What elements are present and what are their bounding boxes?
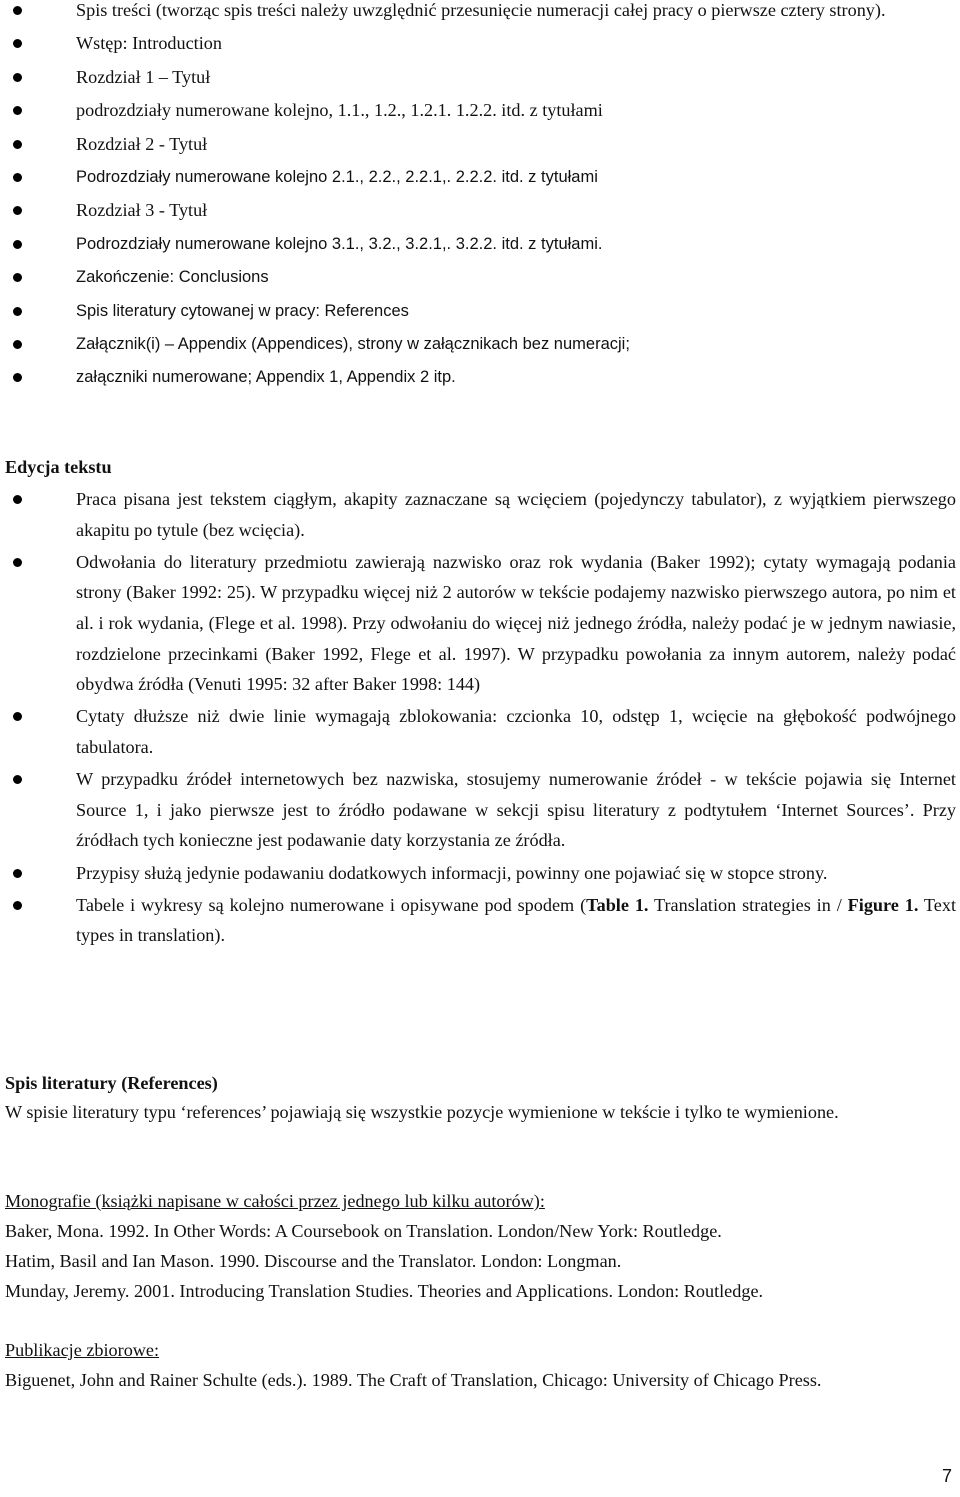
item-text: Translation strategies in / (648, 894, 848, 915)
reference-entry: Hatim, Basil and Ian Mason. 1990. Discourse and the Translator. London: Longman. (5, 1251, 622, 1271)
list-item: Rozdział 2 - Tytuł (0, 128, 960, 161)
references-intro: W spisie literatury typu ‘references’ pojawiają się wszystkie pozycje wymienione w tekście i tylko te wymienione. (5, 1102, 839, 1122)
page-number: 7 (941, 1466, 952, 1486)
reference-entry: Munday, Jeremy. 2001. Introducing Translation Studies. Theories and Applications. London: Routledge. (5, 1281, 764, 1301)
list-item: Podrozdziały numerowane kolejno 2.1., 2.2., 2.2.1,. 2.2.2. itd. z tytułami (0, 161, 960, 194)
list-item: Rozdział 3 - Tytuł (0, 194, 960, 227)
figure-ref: Figure 1. (847, 894, 919, 915)
toc-list (0, 0, 960, 395)
list-item: Przypisy służą jedynie podawaniu dodatkowych informacji, powinny one pojawiać się w stopce strony. (0, 858, 960, 889)
zbiorowe-heading: Publikacje zbiorowe: (5, 1340, 160, 1360)
list-item (0, 890, 960, 951)
list-item: Załącznik(i) – Appendix (Appendices), strony w załącznikach bez numeracji; (0, 328, 960, 361)
list-item: załączniki numerowane; Appendix 1, Appendix 2 itp. (0, 361, 960, 394)
list-item: Cytaty dłuższe niż dwie linie wymagają zblokowania: czcionka 10, odstęp 1, wcięcie na głębokość podwójnego tabulatora. (0, 701, 960, 762)
list-item: podrozdziały numerowane kolejno, 1.1., 1.2., 1.2.1. 1.2.2. itd. z tytułami (0, 94, 960, 127)
list-item: Podrozdziały numerowane kolejno 3.1., 3.2., 3.2.1,. 3.2.2. itd. z tytułami. (0, 228, 960, 261)
section-heading-references: Spis literatury (References) (5, 1073, 218, 1093)
section-heading-edycja: Edycja tekstu (5, 457, 112, 477)
list-item: Spis treści (tworząc spis treści należy uwzględnić przesunięcie numeracji całej pracy o pierwsze cztery strony). (0, 0, 960, 27)
edycja-list (0, 484, 960, 952)
monografie-heading: Monografie (książki napisane w całości przez jednego lub kilku autorów): (5, 1191, 545, 1211)
reference-entry: Biguenet, John and Rainer Schulte (eds.). 1989. The Craft of Translation, Chicago: University of Chicago Press. (5, 1370, 822, 1390)
reference-entry: Baker, Mona. 1992. In Other Words: A Coursebook on Translation. London/New York: Routledge. (5, 1221, 722, 1241)
item-text: Text types in translation). (76, 894, 956, 946)
item-text: Tabele i wykresy są kolejno numerowane i opisywane pod spodem ( (76, 894, 587, 915)
list-item: Zakończenie: Conclusions (0, 261, 960, 294)
list-item: Rozdział 1 – Tytuł (0, 61, 960, 94)
list-item: Spis literatury cytowanej w pracy: References (0, 295, 960, 328)
list-item: Odwołania do literatury przedmiotu zawierają nazwisko oraz rok wydania (Baker 1992); cytaty wymagają podania strony (Baker 1992: 25). W przypadku więcej niż 2 autorów w tekście podajemy nazwisko pierwszego autora, po nim et al. i rok wydania, (Flege et al. 1998). Przy odwołaniu do więcej niż jednego źródła, należy podać je w jednym nawiasie, rozdzielone przecinkami (Baker 1992, Flege et al. 1997). W przypadku powołania za innym autorem, należy podać obydwa źródła (Venuti 1995: 32 after Baker 1998: 144) (0, 547, 960, 700)
list-item: Praca pisana jest tekstem ciągłym, akapity zaznaczane są wcięciem (pojedynczy tabulator), z wyjątkiem pierwszego akapitu po tytule (bez wcięcia). (0, 484, 960, 545)
table-ref: Table 1. (586, 894, 649, 915)
list-item: W przypadku źródeł internetowych bez nazwiska, stosujemy numerowanie źródeł - w tekście pojawia się Internet Source 1, i jako pierwsze jest to źródło podawane w sekcji spisu literatury z podtytułem ‘Internet Sources’. Przy źródłach tych konieczne jest podawanie daty korzystania ze źródła. (0, 764, 960, 856)
list-item: Wstęp: Introduction (0, 27, 960, 60)
